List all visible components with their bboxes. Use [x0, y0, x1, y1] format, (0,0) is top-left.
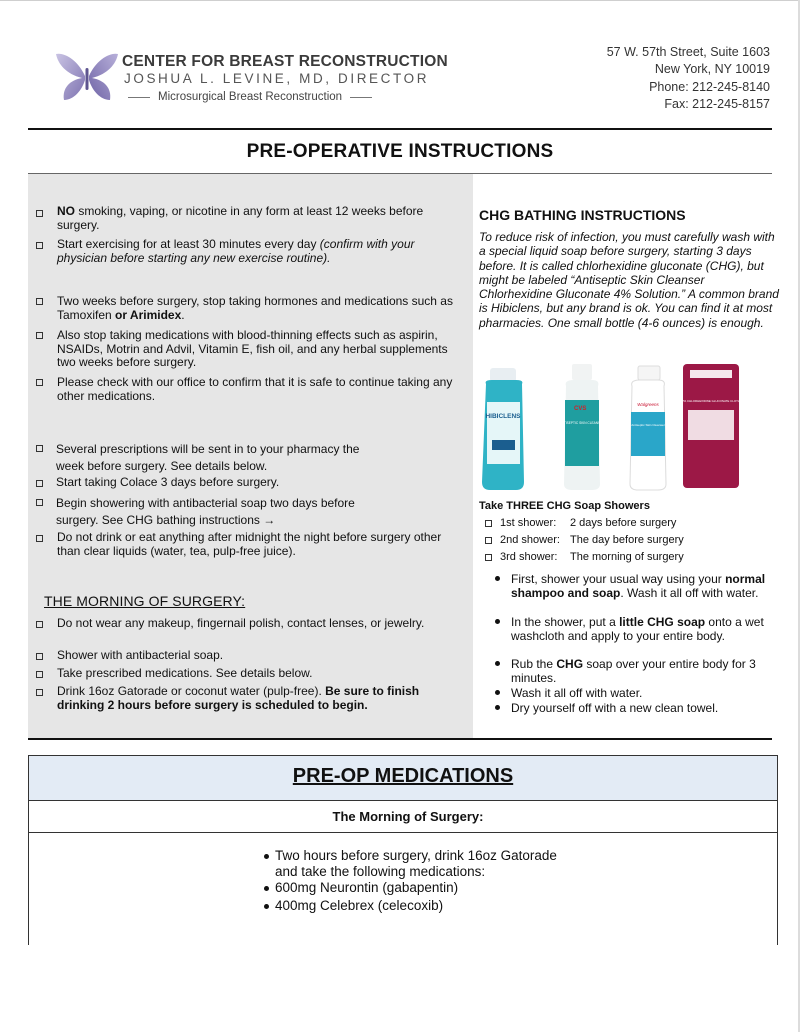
step-end: onto a wet washcloth and apply to your entire body.: [511, 615, 764, 644]
list-item: [56, 441, 466, 475]
list-item: [56, 495, 466, 528]
shower-label: 1st shower:: [500, 517, 557, 529]
bullet-icon: [264, 886, 269, 891]
list-item: Dry yourself off with a new clean towel.: [511, 701, 719, 715]
hibiclens-label: HIBICLENS: [485, 413, 521, 420]
list-item: 600mg Neurontin (gabapentin): [275, 880, 459, 895]
step-text: First, shower your usual way using your: [511, 572, 726, 586]
step-end: . Wash it all off with water.: [620, 586, 759, 601]
step-bold: little CHG soap: [619, 615, 706, 629]
list-item-text: Two weeks before surgery, stop taking hormones and medications such as Tamoxifen: [57, 294, 453, 322]
checkbox-icon: [36, 445, 43, 452]
bullet-icon: [495, 576, 500, 581]
chg-cloth-package: [682, 364, 740, 488]
checkbox-icon: [36, 621, 43, 628]
list-item: Wash it all off with water.: [511, 686, 643, 700]
list-item: [57, 238, 467, 265]
list-item: Please check with our office to confirm that it is safe to continue taking any other medications.: [57, 375, 453, 403]
list-item: [57, 685, 467, 712]
list-item-text: smoking, vaping, or nicotine in any form at least 12 weeks before surgery.: [57, 204, 424, 232]
butterfly-icon: [54, 50, 120, 104]
list-item: [500, 517, 676, 529]
list-item-bold: Be sure to finish drinking 2 hours before surgery is scheduled to begin.: [57, 684, 420, 712]
tagline-row: [128, 89, 438, 105]
checkbox-icon: [36, 379, 43, 386]
page-title: PRE-OPERATIVE INSTRUCTIONS: [246, 141, 554, 162]
walgreens-brand: Walgreens: [637, 402, 659, 407]
list-item: Two hours before surgery, drink 16oz Gatorade and take the following medications:: [275, 848, 557, 879]
list-item: [511, 615, 773, 643]
list-item: [57, 295, 467, 322]
list-item: [511, 657, 773, 685]
list-item: Start taking Colace 3 days before surgery.: [56, 475, 280, 489]
morning-of-surgery-heading: THE MORNING OF SURGERY:: [44, 593, 246, 609]
address-fax: Fax: 212-245-8157: [664, 96, 770, 111]
tagline-rule-right: [350, 97, 372, 98]
cvs-bottle: [559, 364, 605, 490]
bullet-icon: [264, 904, 269, 909]
walgreens-label: Antiseptic Skin Cleanser: [631, 423, 665, 427]
checkbox-icon: [36, 499, 43, 506]
address-block: [607, 44, 770, 113]
checkbox-icon: [36, 210, 43, 217]
step-bold: normal shampoo and soap: [511, 572, 766, 601]
showers-heading: Take THREE CHG Soap Showers: [479, 500, 650, 512]
checkbox-icon: [36, 332, 43, 339]
walgreens-bottle: [630, 366, 666, 490]
bullet-icon: [495, 619, 500, 624]
checkbox-icon: [36, 689, 43, 696]
medications-subheader: The Morning of Surgery:: [332, 809, 484, 824]
bullet-icon: [495, 661, 500, 666]
shower-when: The morning of surgery: [570, 551, 684, 563]
list-item-italic: (confirm with your physician before starting any new exercise routine).: [57, 237, 415, 265]
list-item-end: .: [181, 307, 185, 322]
list-item: Also stop taking medications with blood-thinning effects such as aspirin, NSAIDs, Motrin and Advil, Vitamin E, fish oil, and any herbal supplements two weeks before surgery.: [57, 328, 448, 370]
list-item: 400mg Celebrex (celecoxib): [275, 898, 444, 913]
list-item: Shower with antibacterial soap.: [57, 648, 224, 662]
address-street: 57 W. 57th Street, Suite 1603: [606, 45, 770, 59]
address-phone: Phone: 212-245-8140: [649, 79, 770, 94]
list-item: [500, 551, 684, 563]
shower-label: 2nd shower:: [500, 534, 560, 546]
cvs-brand: CVS: [574, 406, 587, 412]
list-item-line: Several prescriptions will be sent in to your pharmacy the: [56, 442, 360, 456]
list-item: [511, 572, 773, 600]
shower-when: The day before surgery: [570, 534, 684, 546]
checkbox-icon: [36, 535, 43, 542]
list-item-bold: NO: [57, 204, 75, 218]
tagline: Microsurgical Breast Reconstruction: [158, 91, 343, 103]
bullet-icon: [264, 854, 269, 859]
list-item-bold: or Arimidex: [115, 307, 182, 322]
tagline-rule-left: [128, 97, 150, 98]
section-divider: [28, 738, 772, 740]
list-item: [500, 534, 684, 546]
checkbox-icon: [485, 554, 492, 561]
cvs-label: ANTISEPTIC SKIN CLEANSER: [559, 421, 605, 425]
pre-op-medications-title: PRE-OP MEDICATIONS: [292, 765, 514, 787]
cloth-label: 2% CHLORHEXIDINE GLUCONATE CLOTH: [682, 399, 740, 403]
list-item-text: Start exercising for at least 30 minutes every day: [57, 237, 320, 251]
chg-bathing-heading: CHG BATHING INSTRUCTIONS: [479, 207, 686, 223]
shower-label: 3rd shower:: [500, 551, 558, 563]
list-item: Do not wear any makeup, fingernail polish, contact lenses, or jewelry.: [57, 616, 425, 630]
list-item-line: surgery. See CHG bathing instructions →: [56, 512, 276, 527]
checkbox-icon: [36, 653, 43, 660]
chg-description: To reduce risk of infection, you must carefully wash with a special liquid soap before surgery, starting 3 days before. It is called chlorhexidine gluconate (CHG), but might be labeled “Antiseptic Skin Cleanser Chlorhexidine Gluconate 4% Solution.” A common brand is Hibiclens, but any brand is ok. You can find it at most pharmacies. One small bottle (4-6 ounces) is enough.: [479, 230, 779, 330]
director-name: JOSHUA L. LEVINE, MD, DIRECTOR: [124, 71, 430, 86]
hibiclens-bottle: [482, 368, 524, 490]
bullet-icon: [495, 690, 500, 695]
step-text: Rub the: [511, 657, 557, 671]
checkbox-icon: [485, 520, 492, 527]
letterhead: [0, 0, 800, 130]
list-item-line: week before surgery. See details below.: [56, 459, 268, 473]
bullet-icon: [495, 705, 500, 710]
step-end: soap over your entire body for 3 minutes.: [511, 657, 756, 686]
step-bold: CHG: [556, 657, 584, 671]
list-item: Do not drink or eat anything after midnight the night before surgery other than clear liquids (water, tea, pulp-free juice).: [57, 530, 442, 558]
checkbox-icon: [36, 242, 43, 249]
address-city: New York, NY 10019: [654, 62, 770, 77]
checkbox-icon: [36, 480, 43, 487]
list-item-line: Begin showering with antibacterial soap two days before: [56, 496, 355, 510]
org-name: CENTER FOR BREAST RECONSTRUCTION: [122, 53, 448, 70]
checkbox-icon: [36, 298, 43, 305]
step-text: In the shower, put a: [511, 615, 620, 629]
checkbox-icon: [36, 671, 43, 678]
checkbox-icon: [485, 537, 492, 544]
list-item-text: Drink 16oz Gatorade or coconut water (pulp-free).: [57, 684, 326, 698]
chg-products-image: [480, 362, 742, 492]
list-item: Take prescribed medications. See details below.: [57, 666, 313, 680]
header-divider: [28, 128, 772, 130]
shower-when: 2 days before surgery: [570, 517, 677, 529]
list-item: [57, 205, 467, 232]
